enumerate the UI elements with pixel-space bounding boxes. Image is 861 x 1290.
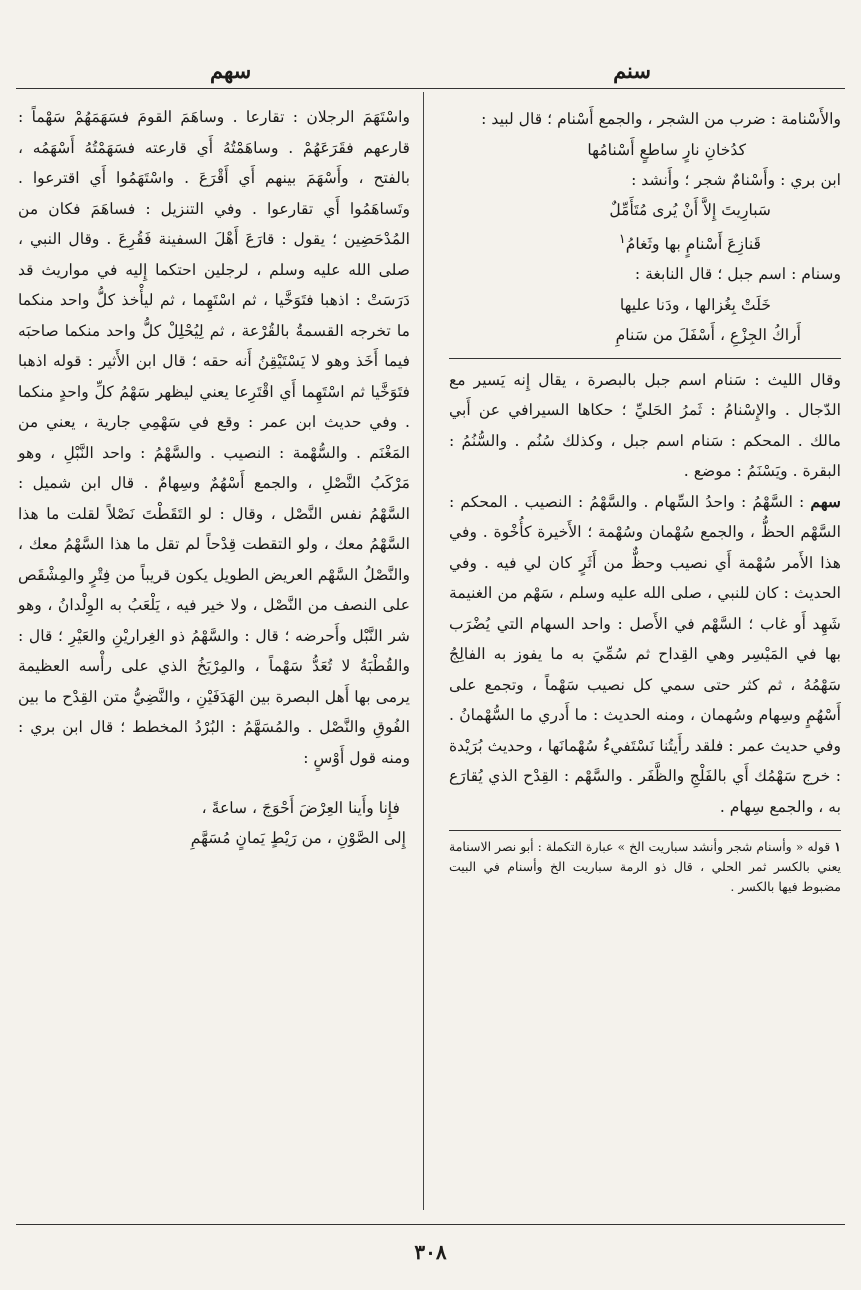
left-column bbox=[18, 102, 410, 853]
paragraph: وقال الليث : سَنام اسم جبل بالبصرة ، يقال إِنه يَسير مع الدّجال . والإِسْنامُ : ثَمرُ الحَليِّ ؛ حكاها السيرافي عن أَبي مالك . المحكم : سَنام اسم جبل ، وكذلك سُنُم . والسُّنُمُ : البقرة . ويَسْنَمُ : موضع . bbox=[449, 370, 841, 481]
verse-line: فإِنا وأَينا العِرْضَ أَحْوَجَ ، ساعةً ، bbox=[201, 799, 400, 817]
verse-line: أَراكُ الجِزْعِ ، أَسْفَلَ من سَنامِ bbox=[615, 325, 801, 344]
page-number: ٣٠٨ bbox=[414, 1240, 447, 1264]
running-header-right: سنم bbox=[613, 58, 651, 83]
header-rule bbox=[16, 88, 845, 89]
footnote-number: ١ bbox=[834, 839, 841, 855]
verse-line: إِلى الصَّوْنِ ، من رَيْطٍ يَمانٍ مُسَهَّمِ bbox=[190, 829, 406, 847]
footnote-text: قوله « وأسنام شجر وأنشد سباريت الخ » عبارة التكملة : أبو نصر الاسنامة يعني بالكسر ثمر الحلي ، قال ذو الرمة سباريت الخ وأسنام في البيت مضبوط فيها بالكسر . bbox=[449, 839, 841, 895]
verse-line bbox=[449, 225, 841, 259]
entry-text: : السَّهْمُ : واحدُ السِّهام . والسَّهْمُ : النصيب . المحكم : السَّهْم الحظُّ ، والجمع سُهْمان وسُهْمة ؛ الأَخيرة كأُخْوة . وفي هذا الأَمر سُهْمة أَي نصيب وحظٌّ من أَثَرٍ كان لي فيه . وفي الحديث : كان للنبي ، صلى الله عليه وسلم ، سَهْم من الغنيمة شَهِد أَو غاب ؛ السَّهْم في الأَصل : واحد السهام التي يُضْرَب بها في المَيْسِر وهي القِداح ثم سُمِّيَ به ما يفوز به الفالِجُ سَهْمُهُ ، ثم كثر حتى سمي كل نصيب سَهْماً ، وتجمع على أَسْهُمٍ وسِهام وسُهمان ، ومنه الحديث : ما أَدري ما السُّهْمانُ . وفي حديث عمر : فلقد رأَيتُنا نَسْتَفيءُ سُهْمانَها ، وحديث بُرَيْدة : خرج سَهْمُك أَي بالفَلْجِ والظَّفَر . والسَّهْم : القِدْح الذي يُقارَع به ، والجمع سِهام . bbox=[449, 492, 841, 816]
footnote-rule bbox=[449, 830, 841, 831]
footnote bbox=[449, 837, 841, 897]
footer-rule bbox=[16, 1224, 845, 1225]
entry-headword: سهم bbox=[810, 491, 841, 511]
verse-text: قَنازِعَ أَسْنامٍ بها وثَغامُ bbox=[625, 235, 761, 254]
right-column bbox=[449, 104, 841, 897]
verse-line: كدُخانِ نارٍ ساطعٍ أَسْنامُها bbox=[587, 140, 746, 159]
paragraph: وسنام : اسم جبل ؛ قال النابغة : bbox=[634, 265, 841, 284]
verse-line: خَلَتْ بِغُزالها ، ودَنا عليها bbox=[619, 295, 771, 314]
entry-paragraph bbox=[449, 487, 841, 823]
section-rule bbox=[449, 358, 841, 359]
spacer bbox=[18, 773, 410, 793]
verse-line: سَبارِيتَ إِلاَّ أَنْ يُرى مُتَأَمِّلٌ bbox=[609, 201, 771, 219]
footnote-marker: ١ bbox=[618, 232, 626, 247]
column-divider bbox=[423, 92, 424, 1210]
paragraph: ابن بري : وأَسْنامٌ شجر ؛ وأَنشد : bbox=[631, 170, 841, 189]
running-header-left: سهم bbox=[210, 58, 252, 83]
paragraph: واسْتَهَمَ الرجلان : تقارعا . وساهَمَ القومَ فسَهَمَهُمْ سَهْماً : قارعهم فقَرَعَهُمْ . وساهَمْتُهُ أَي قارعته فسَهَمْتُهُ أَسْهَمُه ، بالفتح ، وأَسْهَمَ بينهم أَي أَقْرَعَ . واسْتَهَمُوا أَي اقترعوا . وتَساهَمُوا أَي تقارعوا . وفي التنزيل : فساهَمَ فكان من المُدْحَضِين ؛ يقول : قارَعَ أَهْلَ السفينة فَقُرِعَ . وقال النبي ، صلى الله عليه وسلم ، لرجلين احتكما إِليه في مواريث قد دَرَسَتْ : اذهبا فتَوَخَّيا ، ثم اسْتَهِما ، ثم ليأْخذ كلُّ واحد منكما ما تخرجه القسمةُ بالقُرْعة ، ثم لِيُحْلِلْ كلُّ واحد منكما صاحبَه فيما أَخَذ وهو لا يَسْتَيْقِنُ أَنه حقه ؛ قال ابن الأَثير : قوله اذهبا فتَوَخَّيا ثم اسْتَهِما أَي اقْتَرِعا يعني ليظهر سَهْمُ كلِّ واحدٍ منكما . وفي حديث ابن عمر : وقع في سَهْمِي جارية ، يعني من المَغْنَم . والسُّهْمة : النصيب . والسَّهْمُ : واحد النَّبْلِ ، وهو مَرْكَبُ النَّصْلِ ، والجمع أَسْهُمٌ وسِهامٌ . قال ابن شميل : السَّهْمُ نفس النَّصْل ، وقال : لو التَقَطْتَ نَصْلاً لقلت ما هذا السَّهْمُ معك ، ولو التقطت قِدْحاً لم تقل ما هذا السَّهْمُ معك ، والنَّصْلُ السَّهْم العريض الطويل يكون قريباً من فِتْرٍ والمِشْقَص على النصف من النَّصْل ، ولا خير فيه ، يَلْعَبُ به الوِلْدانُ ، وهو شر النَّبْل وأَحرضه ؛ قال : والسَّهْمُ ذو الغِراريْنِ والعَيْرِ ؛ قال : والقُطْبَةُ لا تُعَدُّ سَهْماً ، والمِرْيَخُ الذي على رأْسه العظيمة يرمى بها أَهل البصرة بين الهَدَفَيْنِ ، والنَّضِيُّ متن القِدْح ما بين الفُوقِ والنَّصْل . والمُسَهَّمُ : البُرْدُ المخطط ؛ قال ابن بري : ومنه قول أَوْسٍ : bbox=[18, 108, 410, 767]
paragraph: والأَسْنامة : ضرب من الشجر ، والجمع أَسْنام ؛ قال لبيد : bbox=[481, 110, 841, 128]
